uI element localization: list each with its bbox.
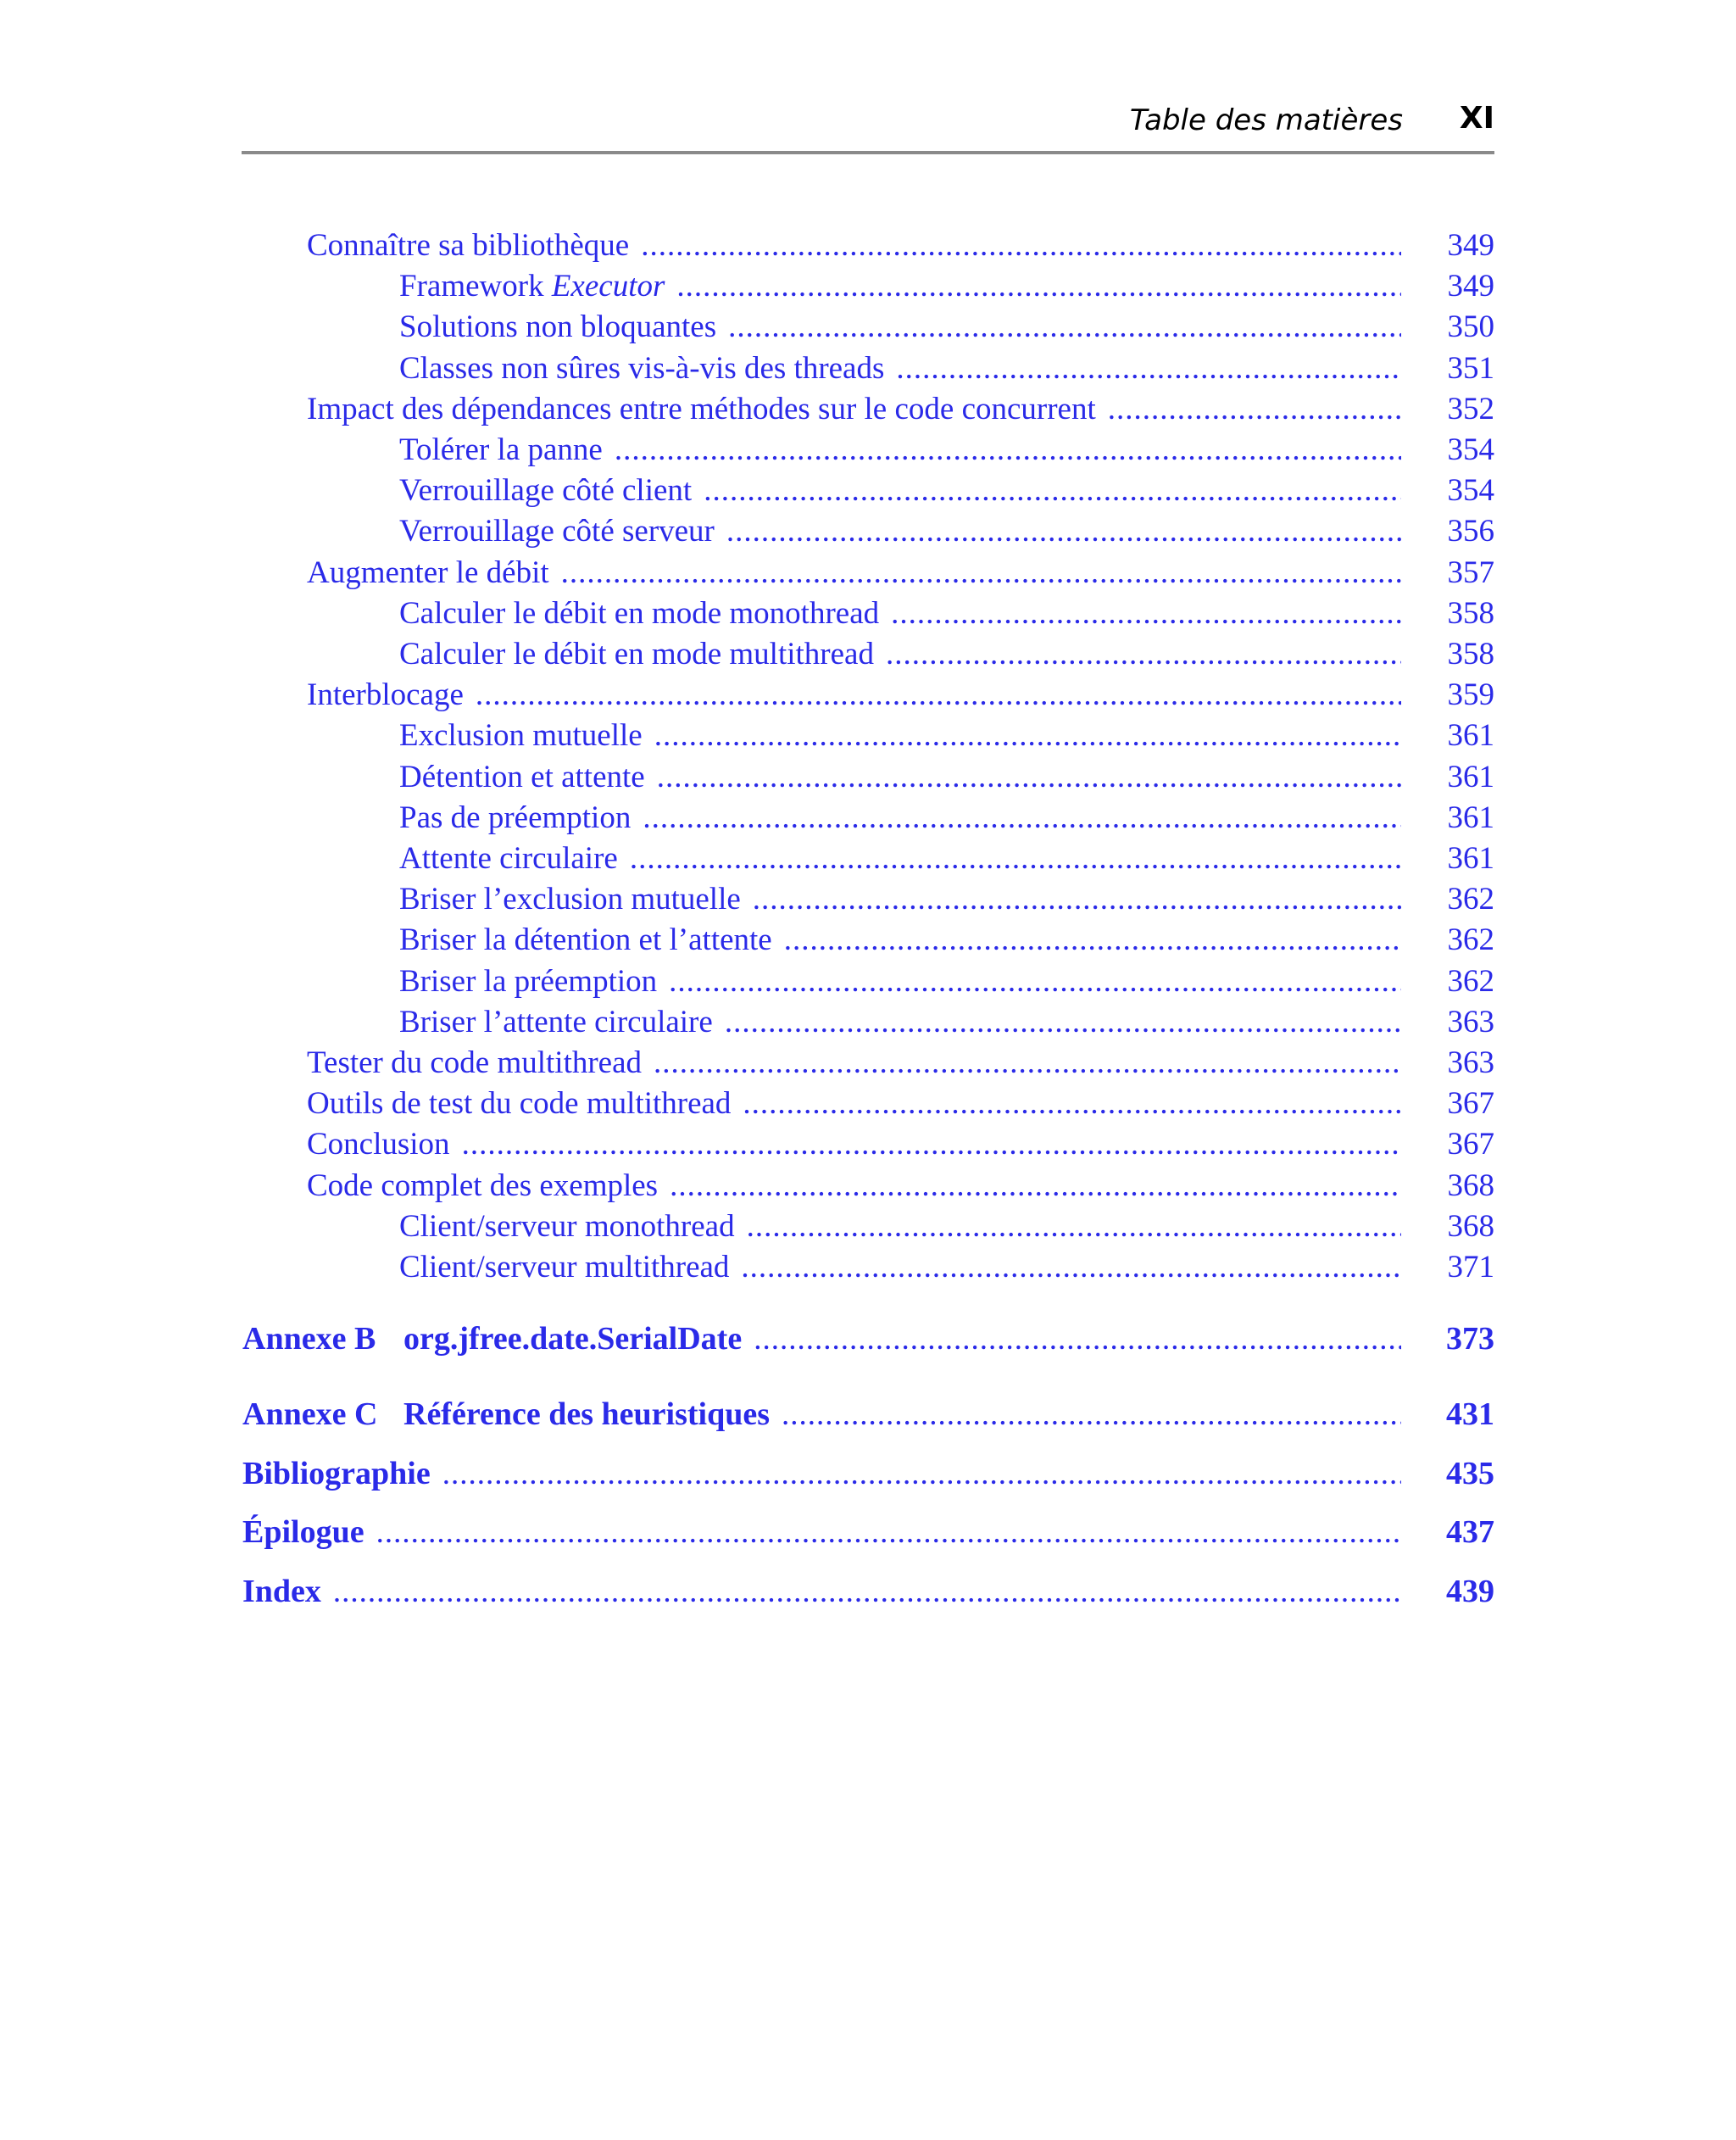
toc-entry-page-number[interactable]: 349: [1447, 228, 1494, 263]
toc-entry-title[interactable]: [307, 1084, 743, 1124]
toc-entry[interactable]: [0, 879, 1736, 920]
toc-entry-page-number[interactable]: 362: [1447, 964, 1494, 999]
toc-entry-page-number[interactable]: 363: [1447, 1005, 1494, 1039]
toc-entry-title-text: Calculer le débit en mode multithread: [399, 637, 874, 672]
toc-entry[interactable]: [0, 226, 1736, 266]
toc-entry-leader-line: [399, 348, 1401, 389]
toc-entry-page-number[interactable]: 437: [1446, 1514, 1494, 1550]
toc-entry-title-italic: Executor: [551, 269, 665, 304]
toc-entry-title-text: org.jfree.date.SerialDate: [403, 1321, 743, 1357]
toc-entry-title-text: Solutions non bloquantes: [399, 309, 717, 344]
toc-entry-page-number[interactable]: 362: [1447, 882, 1494, 917]
toc-entry-page-number[interactable]: 362: [1447, 922, 1494, 957]
toc-entry-title-text: Conclusion: [307, 1127, 450, 1162]
toc-entry[interactable]: [0, 389, 1736, 430]
dot-leader: [782, 1395, 1401, 1435]
toc-entry[interactable]: [0, 1247, 1736, 1288]
toc-entry-leader-line: [242, 1571, 1401, 1612]
toc-entry-leader-line: [399, 798, 1401, 839]
dot-leader: [657, 757, 1401, 798]
toc-entry-title[interactable]: [307, 1166, 670, 1207]
toc-entry-title[interactable]: [307, 1043, 654, 1084]
toc-entry-title-text: Outils de test du code multithread: [307, 1086, 732, 1121]
toc-entry-title-text: Classes non sûres vis-à-vis des threads: [399, 351, 885, 386]
dot-leader: [561, 553, 1401, 594]
toc-entry-title[interactable]: [307, 675, 476, 716]
toc-entry-page-number[interactable]: 363: [1447, 1045, 1494, 1080]
toc-entry-leader-line: [399, 1207, 1401, 1247]
toc-entry-leader-line: [399, 961, 1401, 1002]
toc-entry-page-number[interactable]: 351: [1447, 351, 1494, 386]
toc-entry[interactable]: [0, 634, 1736, 675]
toc-entry[interactable]: [0, 1512, 1736, 1552]
toc-entry-title-text: Briser l’exclusion mutuelle: [399, 882, 741, 917]
toc-entry-title-text: Briser l’attente circulaire: [399, 1005, 713, 1039]
dot-leader: [891, 594, 1401, 634]
toc-entry-title[interactable]: [399, 348, 896, 389]
toc-entry-title[interactable]: [399, 961, 669, 1002]
toc-entry-title-text: Détention et attente: [399, 760, 645, 794]
toc-entry[interactable]: [0, 471, 1736, 511]
dot-leader: [753, 879, 1401, 920]
dot-leader: [669, 961, 1401, 1002]
toc-entry-title-text: Framework: [399, 269, 552, 304]
dot-leader: [654, 1043, 1401, 1084]
toc-entry-page-number[interactable]: 435: [1446, 1456, 1494, 1491]
toc-entry-title-text: Épilogue: [242, 1514, 364, 1550]
toc-entry-leader-line: [399, 716, 1401, 756]
toc-entry-page-number[interactable]: 356: [1447, 514, 1494, 549]
toc-entry-leader-line: [399, 634, 1401, 675]
toc-entry[interactable]: [0, 348, 1736, 389]
dot-leader: [1108, 389, 1401, 430]
toc-entry-title-text: Briser la détention et l’attente: [399, 922, 772, 957]
toc-entry-leader-line: [399, 839, 1401, 879]
toc-entry-title-text: Exclusion mutuelle: [399, 718, 643, 753]
dot-leader: [376, 1513, 1401, 1552]
dot-leader: [743, 1084, 1401, 1124]
toc-entry[interactable]: [0, 594, 1736, 634]
toc-entry-title[interactable]: [399, 1002, 725, 1043]
toc-entry-page-number[interactable]: 367: [1447, 1127, 1494, 1162]
toc-entry-title[interactable]: [399, 716, 654, 756]
header-rule: [242, 151, 1494, 154]
toc-entry-title[interactable]: [399, 594, 891, 634]
toc-entry-title-text: Calculer le débit en mode monothread: [399, 596, 880, 631]
toc-entry-leader-line: [399, 920, 1401, 961]
toc-entry-page-number[interactable]: 350: [1447, 309, 1494, 344]
toc-entry-leader-line: [399, 879, 1401, 920]
toc-entry[interactable]: [0, 757, 1736, 798]
dot-leader: [615, 430, 1401, 471]
toc-entry-title[interactable]: [307, 1124, 462, 1165]
annex-label: Annexe C: [242, 1396, 378, 1432]
toc-entry-title-text: Connaître sa bibliothèque: [307, 228, 630, 263]
toc-entry-title[interactable]: [399, 634, 886, 675]
toc-entry-leader-line: [399, 594, 1401, 634]
dot-leader: [643, 798, 1401, 839]
toc-entry-leader-line: [399, 757, 1401, 798]
toc-entry-title-text: Interblocage: [307, 677, 464, 712]
toc-entry-title[interactable]: [399, 307, 728, 348]
toc-entry[interactable]: [0, 511, 1736, 552]
toc-entry-title-text: Bibliographie: [242, 1456, 431, 1491]
toc-entry-title[interactable]: [242, 1512, 376, 1552]
toc-entry-leader-line: [242, 1394, 1401, 1435]
annex-label: Annexe B: [242, 1321, 376, 1357]
dot-leader: [747, 1207, 1401, 1247]
dot-leader: [654, 716, 1401, 756]
toc-entry-title[interactable]: [399, 879, 753, 920]
toc-entry-page-number[interactable]: 361: [1447, 718, 1494, 753]
toc-entry-title-text: Tolérer la panne: [399, 432, 603, 467]
toc-entry-page-number[interactable]: 367: [1447, 1086, 1494, 1121]
toc-entry[interactable]: [0, 430, 1736, 471]
header-title: Table des matières: [1129, 103, 1403, 137]
toc-entry-title-text: Augmenter le débit: [307, 555, 549, 590]
running-header: [242, 100, 1494, 153]
toc-entry-leader-line: [399, 471, 1401, 511]
toc-entry[interactable]: [0, 307, 1736, 348]
toc-entry[interactable]: [0, 266, 1736, 307]
toc-entry-title[interactable]: [399, 511, 726, 552]
toc-entry-leader-line: [307, 1043, 1401, 1084]
toc-entry-title[interactable]: [242, 1571, 333, 1612]
toc-entry-page-number[interactable]: 431: [1446, 1396, 1494, 1432]
toc-entry-page-number[interactable]: 354: [1447, 473, 1494, 508]
toc-entry-leader-line: [399, 511, 1401, 552]
toc-entry[interactable]: [0, 1453, 1736, 1494]
toc-entry-title[interactable]: [399, 1247, 741, 1288]
toc-entry-title[interactable]: [399, 839, 630, 879]
toc-entry-page-number[interactable]: 361: [1447, 841, 1494, 876]
toc-entry[interactable]: [0, 1043, 1736, 1084]
toc-entry-page-number[interactable]: 371: [1447, 1250, 1494, 1285]
toc-entry-title[interactable]: [242, 1453, 442, 1494]
dot-leader: [704, 471, 1401, 511]
dot-leader: [886, 634, 1401, 675]
toc-entry-title-text: Index: [242, 1574, 321, 1609]
dot-leader: [333, 1572, 1401, 1612]
toc-entry[interactable]: [0, 798, 1736, 839]
toc-entry-title[interactable]: [307, 389, 1108, 430]
toc-entry[interactable]: [0, 1318, 1736, 1359]
toc-entry-title-text: Code complet des exemples: [307, 1168, 659, 1203]
dot-leader: [476, 675, 1401, 716]
toc-entry[interactable]: [0, 1571, 1736, 1612]
dot-leader: [442, 1454, 1401, 1494]
toc-entry-leader-line: [399, 1002, 1401, 1043]
dot-leader: [728, 307, 1401, 348]
toc-entry-page-number[interactable]: 358: [1447, 637, 1494, 672]
toc-entry-title[interactable]: [399, 920, 784, 961]
toc-entry-title-text: Impact des dépendances entre méthodes sur le code concurrent: [307, 392, 1096, 426]
toc-entry-leader-line: [242, 1512, 1401, 1552]
toc-entry-page-number[interactable]: 373: [1446, 1321, 1494, 1357]
dot-leader: [896, 348, 1401, 389]
toc-entry-leader-line: [399, 307, 1401, 348]
toc-entry-page-number[interactable]: 368: [1447, 1168, 1494, 1203]
toc-entry[interactable]: [0, 553, 1736, 594]
toc-entry[interactable]: [0, 1084, 1736, 1124]
dot-leader: [670, 1166, 1401, 1207]
toc-entry-title[interactable]: [399, 430, 615, 471]
toc-entry-title-text: Client/serveur monothread: [399, 1209, 735, 1244]
toc-entry[interactable]: [0, 839, 1736, 879]
toc-entry-page-number[interactable]: 361: [1447, 760, 1494, 794]
toc-entry-title[interactable]: [399, 1207, 747, 1247]
toc-entry-title[interactable]: [399, 471, 704, 511]
toc-entry-leader-line: [242, 1453, 1401, 1494]
toc-entry-leader-line: [307, 226, 1401, 266]
toc-entry-title-text: Attente circulaire: [399, 841, 618, 876]
toc-entry-page-number[interactable]: 439: [1446, 1574, 1494, 1609]
toc-entry-title[interactable]: [399, 798, 643, 839]
toc-entry[interactable]: [0, 1002, 1736, 1043]
toc-entry-title[interactable]: [307, 226, 641, 266]
toc-entry-leader-line: [307, 1124, 1401, 1165]
toc-entry-title-text: Pas de préemption: [399, 800, 632, 835]
dot-leader: [641, 226, 1401, 266]
toc-entry-title-text: Tester du code multithread: [307, 1045, 643, 1080]
toc-entry-title-text: Référence des heuristiques: [403, 1396, 771, 1432]
dot-leader: [754, 1319, 1401, 1359]
toc-entry-leader-line: [399, 1247, 1401, 1288]
dot-leader: [741, 1247, 1401, 1288]
dot-leader: [784, 920, 1401, 961]
toc-entry[interactable]: [0, 1207, 1736, 1247]
toc-entry-leader-line: [307, 1084, 1401, 1124]
toc-entry-page-number[interactable]: 368: [1447, 1209, 1494, 1244]
toc-entry-title-text: Briser la préemption: [399, 964, 658, 999]
toc-entry[interactable]: [0, 1124, 1736, 1165]
toc-entry-title[interactable]: [399, 757, 657, 798]
toc-entry[interactable]: [0, 716, 1736, 756]
toc-entry-title[interactable]: [307, 553, 561, 594]
toc-entry-leader-line: [307, 1166, 1401, 1207]
toc-entry-leader-line: [307, 553, 1401, 594]
toc-entry-page-number[interactable]: 349: [1447, 269, 1494, 304]
toc-entry-page-number[interactable]: 352: [1447, 392, 1494, 426]
toc-entry[interactable]: [0, 961, 1736, 1002]
toc-entry-page-number[interactable]: 361: [1447, 800, 1494, 835]
dot-leader: [630, 839, 1401, 879]
toc-entry-leader-line: [242, 1318, 1401, 1359]
toc-entry-title[interactable]: [399, 266, 676, 307]
dot-leader: [462, 1124, 1401, 1165]
toc-entry-page-number[interactable]: 357: [1447, 555, 1494, 590]
toc-entry-leader-line: [307, 675, 1401, 716]
dot-leader: [725, 1002, 1401, 1043]
toc-entry-leader-line: [399, 266, 1401, 307]
toc-entry-title[interactable]: [242, 1318, 754, 1359]
toc-entry[interactable]: [0, 920, 1736, 961]
toc-entry-title-text: Client/serveur multithread: [399, 1250, 730, 1285]
toc-entry-title[interactable]: [242, 1394, 782, 1435]
toc-entry-page-number[interactable]: 358: [1447, 596, 1494, 631]
toc-entry-leader-line: [307, 389, 1401, 430]
toc-entry-title-text: Verrouillage côté client: [399, 473, 693, 508]
toc-entry-page-number[interactable]: 354: [1447, 432, 1494, 467]
toc-entry[interactable]: [0, 675, 1736, 716]
toc-entry-title-text: Verrouillage côté serveur: [399, 514, 715, 549]
toc-entry-leader-line: [399, 430, 1401, 471]
dot-leader: [676, 266, 1401, 307]
toc-entry[interactable]: [0, 1166, 1736, 1207]
dot-leader: [726, 511, 1401, 552]
toc-entry[interactable]: [0, 1394, 1736, 1435]
toc-entry-page-number[interactable]: 359: [1447, 677, 1494, 712]
header-page-number: XI: [1459, 101, 1494, 136]
